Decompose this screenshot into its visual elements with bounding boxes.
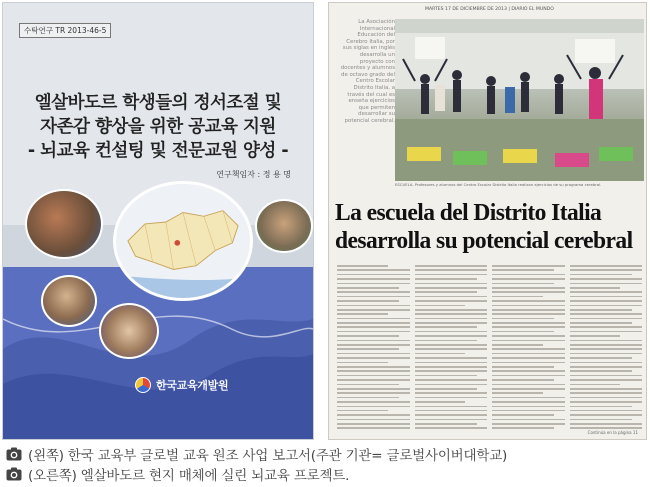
body-text-line [570,392,643,394]
body-text-line [492,419,565,421]
body-text-line [337,344,410,346]
body-text-line [337,362,388,364]
body-text-line [337,423,410,425]
body-text-line [492,370,565,372]
body-text-line [492,366,554,368]
photo-circle-children [41,275,97,327]
body-text-line [570,427,643,429]
body-text-line [492,269,554,271]
body-text-line [337,335,399,337]
body-text-line [337,353,410,355]
body-text-line [492,313,565,315]
body-text-line [492,397,565,399]
body-text-line [337,274,410,276]
body-text-line [337,410,388,412]
body-text-line [337,340,410,342]
body-text-line [492,357,565,359]
body-text-line [337,278,410,280]
photo-circle-teacher [99,303,159,359]
body-text-line [337,388,410,390]
body-text-line [415,291,477,293]
body-text-line [492,384,565,386]
body-text-line [415,410,488,412]
body-text-line [337,322,410,324]
body-text-line [337,357,410,359]
body-text-line [570,300,643,302]
body-text-line [570,379,643,381]
body-text-line [415,406,488,408]
photo-caption: ESCUELA. Profesores y alumnos del Centro Escolar Distrito Italia realizan ejercicios de su programa cerebral. [395,182,602,187]
body-text-line [492,353,565,355]
el-salvador-map [113,181,253,301]
body-text-line [492,296,543,298]
continuation-note: Continúa en la página 11 [587,430,638,435]
body-text-line [492,427,554,429]
body-text-line [492,287,565,289]
caption-row [6,464,646,484]
body-text-line [415,274,488,276]
body-text-line [415,326,477,328]
body-text-line [570,410,643,412]
body-text-line [570,340,643,342]
camera-icon [6,447,22,461]
body-text-line [570,322,632,324]
body-text-line [415,283,488,285]
body-text-line [570,296,643,298]
body-text-line [570,414,643,416]
body-text-line [570,265,643,267]
body-text-line [570,423,643,425]
body-text-line [492,423,565,425]
body-text-line [570,305,643,307]
body-text-line [492,388,565,390]
body-text-line [570,375,643,377]
article-column [570,265,643,435]
body-text-line [337,379,410,381]
body-text-line [570,318,643,320]
report-cover-image [2,2,314,440]
body-text-line [492,344,543,346]
body-text-line [570,353,643,355]
photo-circle-classroom [255,199,313,253]
body-text-line [337,326,410,328]
body-text-line [415,313,488,315]
body-text-line [415,388,477,390]
body-text-line [337,427,410,429]
body-text-line [337,305,410,307]
body-text-line [492,291,565,293]
body-text-line [415,414,488,416]
body-text-line [337,375,410,377]
body-text-line [415,300,488,302]
body-text-line [492,300,565,302]
body-text-line [337,296,410,298]
body-text-line [415,296,488,298]
author-label: 연구책임자 : 정 용 명 [216,170,291,179]
body-text-line [570,397,643,399]
body-text-line [415,318,488,320]
photo-circle-students [25,189,103,259]
article-column [337,265,410,435]
body-text-line [570,331,643,333]
body-text-line [570,291,643,293]
body-text-line [492,375,565,377]
series-tag: 수탁연구 TR 2013-46-5 [19,23,111,38]
body-text-line [337,401,410,403]
body-text-line [570,278,643,280]
body-text-line [492,414,554,416]
body-text-line [337,406,410,408]
body-text-line [337,269,410,271]
report-title-line: 자존감 향상을 위한 공교육 지원 [40,117,276,137]
body-text-line [570,357,632,359]
body-text-line [337,384,399,386]
body-text-line [492,410,565,412]
body-text-line [415,379,488,381]
body-text-line [570,309,632,311]
caption-right: (오른쪽) 엘살바도르 현지 매체에 실린 뇌교육 프로젝트. [28,468,350,484]
article-headline [335,199,633,255]
body-text-line [415,366,488,368]
headline-line: desarrolla su potencial cerebral [335,227,633,254]
body-text-line [415,362,488,364]
body-text-line [492,379,554,381]
body-text-line [570,269,643,271]
publisher-name: 한국교육개발원 [156,379,229,392]
newspaper-clipping-image [328,2,647,440]
body-text-line [415,269,488,271]
body-text-line [415,375,477,377]
body-text-line [415,423,477,425]
headline-line: La escuela del Distrito Italia [335,199,602,226]
body-text-line [337,392,410,394]
body-text-line [492,362,565,364]
body-text-line [415,427,488,429]
body-text-line [570,313,643,315]
body-text-line [570,406,632,408]
body-text-line [337,287,399,289]
body-text-line [415,265,488,267]
article-photo [395,19,644,181]
body-text-line [492,278,565,280]
body-text-line [492,322,565,324]
body-text-line [415,419,488,421]
body-text-line [492,401,565,403]
report-title-line: 엘살바도르 학생들의 정서조절 및 [34,93,282,113]
report-subtitle: - 뇌교육 컨설팅 및 전문교원 양성 - [27,141,289,161]
body-text-line [415,322,488,324]
body-text-line [570,366,643,368]
body-text-line [415,305,466,307]
body-text-line [570,370,632,372]
camera-icon [6,467,22,481]
body-text-line [415,348,488,350]
body-text-line [415,331,488,333]
image-captions [6,444,646,484]
article-column [415,265,488,435]
body-text-line [415,335,488,337]
body-text-line [492,331,554,333]
body-text-line [415,392,488,394]
body-text-line [492,318,554,320]
body-text-line [570,419,632,421]
report-title [3,91,313,163]
body-text-line [415,397,488,399]
body-text-line [570,348,643,350]
body-text-line [570,362,643,364]
body-text-line [337,414,410,416]
body-text-line [337,370,410,372]
body-text-line [492,326,565,328]
body-text-line [570,283,643,285]
body-text-line [337,313,388,315]
body-text-line [492,406,565,408]
body-text-line [570,384,621,386]
body-text-line [492,335,565,337]
body-text-line [492,340,565,342]
body-text-line [337,419,410,421]
body-text-line [570,344,643,346]
body-text-line [337,331,410,333]
article-lede: La Asociación Internacional Educación del Cerebro Italia, por sus siglas en inglés desarrolla un proyecto con docentes y alumnos de octavo grado del Centro Escolar Distrito Italia, a través del cual es enseña ejercicios que permiten desarrollar su potencial cerebral. [340,19,395,124]
body-text-line [337,265,388,267]
body-text-line [492,265,565,267]
body-text-line [570,401,643,403]
body-text-line [492,274,565,276]
body-text-line [337,300,399,302]
body-text-line [415,357,488,359]
caption-row [6,444,646,464]
body-text-line [337,283,410,285]
newspaper-masthead: MARTES 17 DE DICIEMBRE DE 2013 | DIARIO EL MUNDO [425,7,554,12]
body-text-line [570,388,643,390]
body-text-line [570,287,621,289]
body-text-line [492,309,565,311]
body-text-line [337,366,410,368]
body-text-line [415,278,477,280]
body-text-line [492,348,565,350]
body-text-line [492,305,565,307]
body-text-line [570,335,621,337]
body-text-line [337,397,399,399]
body-text-line [415,384,488,386]
body-text-line [337,291,410,293]
body-text-line [415,401,466,403]
body-text-line [415,353,466,355]
article-column [492,265,565,435]
body-text-line [337,309,410,311]
body-text-line [415,309,488,311]
body-text-line [492,283,554,285]
body-text-line [415,287,488,289]
caption-left: (왼쪽) 한국 교육부 글로벌 교육 원조 사업 보고서(주관 기관= 글로벌사이버대학교) [28,448,508,464]
body-text-line [337,348,399,350]
article-body-columns [337,265,642,435]
body-text-line [337,318,410,320]
body-text-line [415,370,488,372]
body-text-line [492,392,543,394]
body-text-line [415,340,477,342]
publisher-emblem-icon [135,377,151,393]
body-text-line [415,344,488,346]
body-text-line [570,274,632,276]
body-text-line [570,326,643,328]
publisher-logo [135,377,228,393]
